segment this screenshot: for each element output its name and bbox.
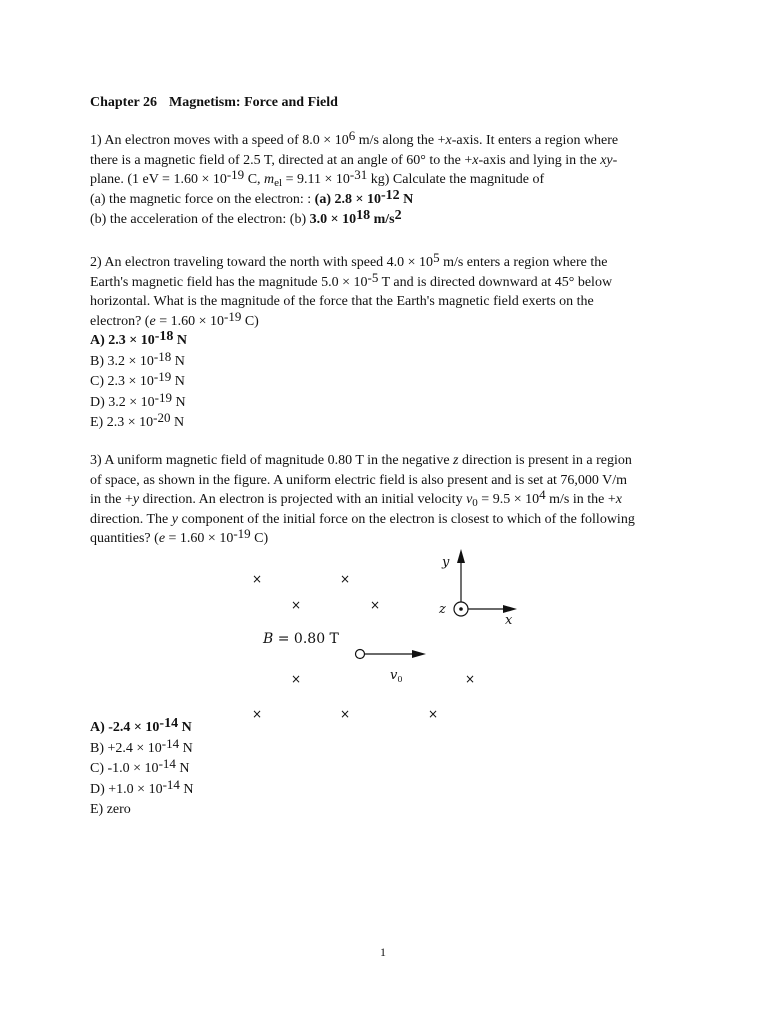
question-3 xyxy=(90,451,685,549)
q1-part-b: (b) the acceleration of the electron: (b) $3.0 \times 10^{18}$ $m/s^2$ xyxy=(90,208,402,227)
page-number: 1 xyxy=(380,945,386,959)
cross-mark: × xyxy=(339,572,351,586)
q3-line-3: in the +y direction. An electron is projected with an initial velocity $v_0 = 9.5 \times 10^4$ m/s in the +x xyxy=(90,487,622,509)
q2-line-3: horizontal. What is the magnitude of the force that the Earth's magnetic field exerts on the xyxy=(90,294,594,309)
cross-mark: × xyxy=(251,572,263,586)
q3-option-e: E) zero xyxy=(90,802,131,817)
cross-mark: × xyxy=(369,598,381,612)
q2-option-e: E) $2.3 \times 10^{-20}$ N xyxy=(90,410,185,430)
electron-marker xyxy=(356,650,365,659)
cross-mark: × xyxy=(339,707,351,721)
velocity-label: $v_0$ xyxy=(390,668,403,684)
field-label: B = 0.80 T xyxy=(263,631,339,647)
q2-option-b: B) $3.2 \times 10^{-18}$ N xyxy=(90,348,185,369)
q3-option-b: $B) +2.4 \times 10^{-14}$ N xyxy=(90,735,193,756)
q2-option-d: D) $3.2 \times 10^{-19}$ N xyxy=(90,389,186,410)
q2-line-1: 2) An electron traveling toward the north with speed $4.0 \times 10^5$ m/s enters a region where the xyxy=(90,250,608,270)
q3-option-d: $D) +1.0 \times 10^{-14}$ N xyxy=(90,776,194,797)
y-axis-arrowhead xyxy=(457,549,465,563)
q2-option-c: C) $2.3 \times 10^{-19}$ N xyxy=(90,369,185,389)
cross-mark: × xyxy=(427,707,439,721)
cross-mark: × xyxy=(290,672,302,686)
q3-line-1: 3) A uniform magnetic field of magnitude 0.80 T in the negative z direction is present in a region xyxy=(90,453,632,468)
chapter-subtitle: Magnetism: Force and Field xyxy=(169,95,338,110)
question-2 xyxy=(90,250,685,434)
q2-line-2: Earth's magnetic field has the magnitude $5.0 \times 10^{-5}$ T and is directed downward at 45° below xyxy=(90,269,613,290)
question-3-options xyxy=(90,718,685,821)
q2-option-a: A) $2.3 \times 10^{-18}$ N xyxy=(90,329,188,348)
cross-mark: × xyxy=(251,707,263,721)
q3-line-2: of space, as shown in the figure. A uniform electric field is also present and is set at 76,000 V/m xyxy=(90,472,628,488)
z-axis-label: z xyxy=(439,602,446,617)
y-axis-label: y xyxy=(442,555,450,570)
cross-mark: × xyxy=(464,672,476,686)
chapter-heading xyxy=(90,95,338,111)
velocity-arrowhead xyxy=(412,650,426,658)
q1-line-3: plane. (1 eV = $1.60 \times 10^{-19}$ C, $m_{el} = 9.11 \times 10^{-31}$ kg) Calculate the magnitude of xyxy=(90,167,545,189)
z-axis-out-of-page-icon xyxy=(454,602,468,616)
cross-mark: × xyxy=(290,598,302,612)
q1-part-a: (a) the magnetic force on the electron: : (a) $2.8 \times 10^{-12}$ N xyxy=(90,187,414,207)
q1-line-1: 1) An electron moves with a speed of $8.0 \times 10^6$ m/s along the +x-axis. It enters a region where xyxy=(90,128,619,148)
z-axis-dot xyxy=(459,607,463,611)
q1-line-2: there is a magnetic field of 2.5 T, directed at an angle of 60° to the +x-axis and lying in the xy- xyxy=(90,152,618,168)
q3-option-c: C) $-1.0 \times 10^{-14}$ N xyxy=(90,756,190,776)
q3-option-a: A) $-2.4 \times 10^{-14}$ N xyxy=(90,716,192,735)
q3-line-4: direction. The y component of the initial force on the electron is closest to which of the following xyxy=(90,511,635,527)
q2-line-4: electron? ($e = 1.60 \times 10^{-19}$ C) xyxy=(90,308,259,329)
question-1 xyxy=(90,128,685,231)
x-axis-label: x xyxy=(505,613,513,628)
q3-line-5: quantities? ($e = 1.60 \times 10^{-19}$ C) xyxy=(90,526,269,546)
x-axis-arrowhead xyxy=(503,605,517,613)
chapter-title: Chapter 26 xyxy=(90,95,158,110)
